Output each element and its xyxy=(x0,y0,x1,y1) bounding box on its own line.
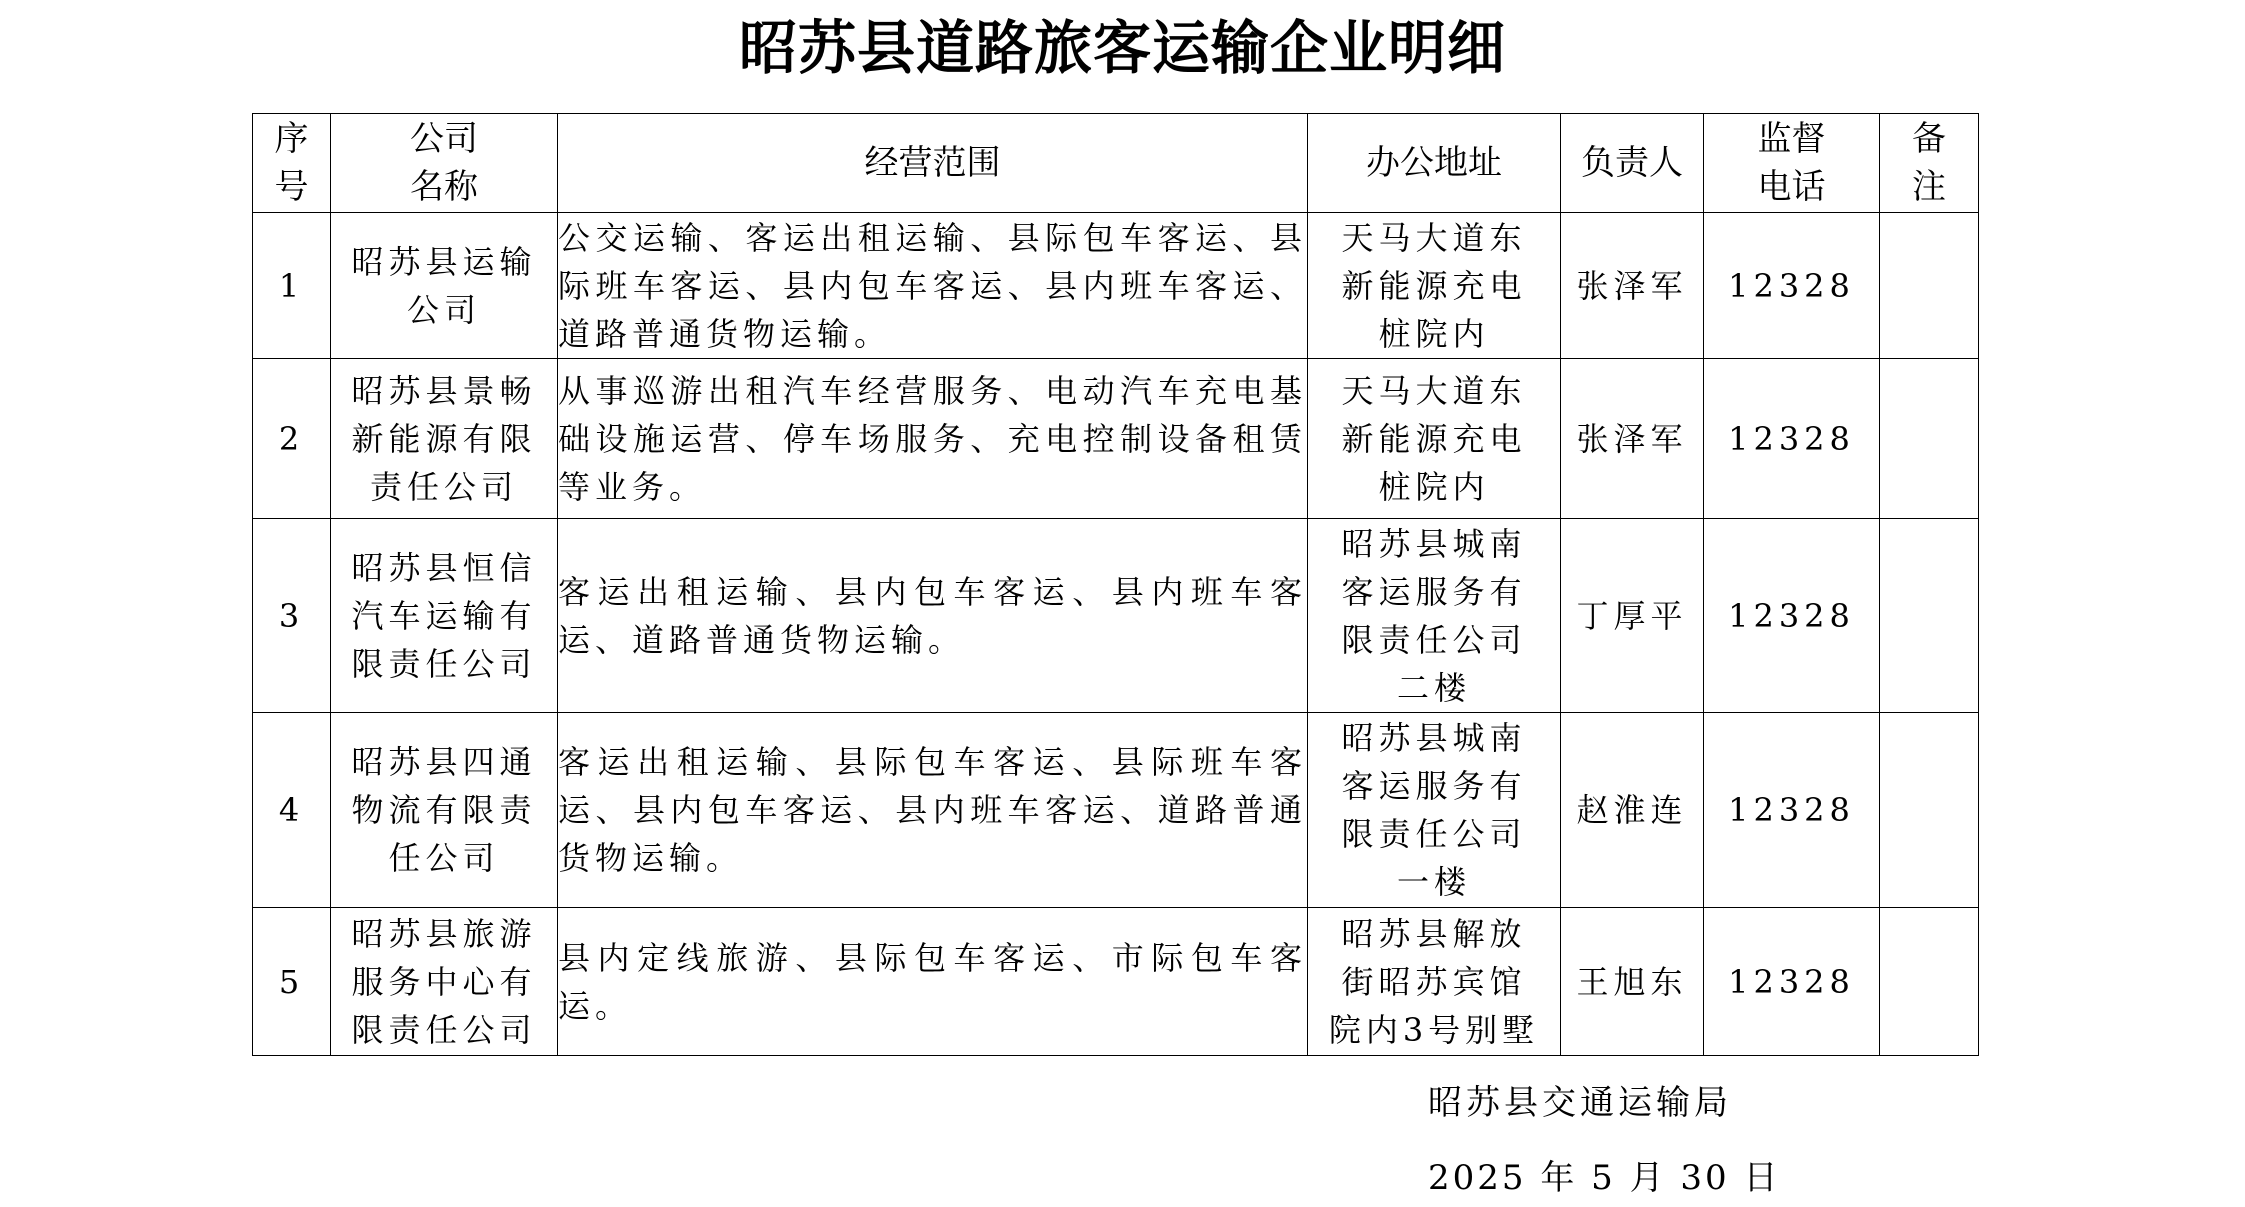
cell-person-in-charge: 张泽军 xyxy=(1561,359,1704,519)
cell-office-address xyxy=(1308,713,1561,908)
header-remark xyxy=(1880,114,1979,213)
issuing-authority: 昭苏县交通运输局 xyxy=(1428,1083,1732,1123)
cell-supervision-phone: 12328 xyxy=(1704,213,1880,359)
header-seq-line: 号 xyxy=(274,167,309,207)
company-name-line: 服务中心有 xyxy=(351,962,537,1001)
cell-supervision-phone: 12328 xyxy=(1704,908,1880,1056)
cell-office-address xyxy=(1308,519,1561,713)
page-title: 昭苏县道路旅客运输企业明细 xyxy=(738,14,1506,82)
header-business-scope-line: 经营范围 xyxy=(864,143,1001,183)
cell-company-name xyxy=(331,713,558,908)
cell-seq: 1 xyxy=(253,213,331,359)
table-row xyxy=(253,213,1979,359)
cell-business-scope: 从事巡游出租汽车经营服务、电动汽车充电基础设施运营、停车场服务、充电控制设备租赁等业务。 xyxy=(558,359,1308,519)
header-supervision-phone-line: 电话 xyxy=(1757,167,1826,207)
company-name-line: 昭苏县旅游 xyxy=(351,914,537,953)
cell-remark xyxy=(1880,713,1979,908)
header-office-address-line: 办公地址 xyxy=(1366,143,1502,183)
cell-business-scope: 公交运输、客运出租运输、县际包车客运、县际班车客运、县内包车客运、县内班车客运、道路普通货物运输。 xyxy=(558,213,1308,359)
cell-seq: 2 xyxy=(253,359,331,519)
cell-office-address xyxy=(1308,213,1561,359)
address-line: 新能源充电 xyxy=(1341,266,1527,305)
address-line: 限责任公司 xyxy=(1341,815,1527,853)
company-name-line: 公司 xyxy=(406,290,481,329)
address-line: 限责任公司 xyxy=(1341,620,1527,659)
cell-person-in-charge: 丁厚平 xyxy=(1561,519,1704,713)
issue-date: 2025 年 5 月 30 日 xyxy=(1428,1158,1781,1198)
cell-remark xyxy=(1880,359,1979,519)
address-line: 天马大道东 xyxy=(1341,371,1527,410)
cell-remark xyxy=(1880,213,1979,359)
header-seq xyxy=(253,114,331,213)
address-line: 昭苏县解放 xyxy=(1341,914,1527,953)
cell-remark xyxy=(1880,908,1979,1056)
cell-seq: 4 xyxy=(253,713,331,908)
cell-supervision-phone: 12328 xyxy=(1704,519,1880,713)
cell-business-scope: 客运出租运输、县内包车客运、县内班车客运、道路普通货物运输。 xyxy=(558,519,1308,713)
company-name-line: 限责任公司 xyxy=(351,1010,537,1049)
address-line: 一楼 xyxy=(1396,863,1471,901)
table-row xyxy=(253,908,1979,1056)
company-name-line: 任公司 xyxy=(388,839,500,877)
company-name-line: 汽车运输有 xyxy=(351,596,537,635)
cell-company-name xyxy=(331,908,558,1056)
header-seq-line: 序 xyxy=(274,119,309,159)
company-name-line: 限责任公司 xyxy=(351,644,537,683)
header-remark-line: 备 xyxy=(1912,119,1946,159)
address-line: 昭苏县城南 xyxy=(1341,524,1527,563)
company-name-line: 昭苏县四通 xyxy=(351,743,537,781)
header-person-in-charge-line: 负责人 xyxy=(1581,143,1683,183)
company-name-line: 昭苏县运输 xyxy=(351,242,537,281)
table-row xyxy=(253,713,1979,908)
cell-supervision-phone: 12328 xyxy=(1704,359,1880,519)
address-line: 桩院内 xyxy=(1378,314,1490,353)
header-company-name xyxy=(331,114,558,213)
address-line: 二楼 xyxy=(1396,668,1471,707)
cell-company-name xyxy=(331,519,558,713)
company-detail-table xyxy=(252,113,1979,1056)
header-supervision-phone xyxy=(1704,114,1880,213)
cell-seq: 5 xyxy=(253,908,331,1056)
address-line: 新能源充电 xyxy=(1341,419,1527,458)
company-name-line: 物流有限责 xyxy=(351,791,537,829)
header-company-name-line: 公司 xyxy=(410,119,478,159)
header-business-scope xyxy=(558,114,1308,213)
cell-company-name xyxy=(331,359,558,519)
header-supervision-phone-line: 监督 xyxy=(1757,119,1826,159)
header-person-in-charge xyxy=(1561,114,1704,213)
cell-person-in-charge: 张泽军 xyxy=(1561,213,1704,359)
header-office-address xyxy=(1308,114,1561,213)
cell-business-scope: 县内定线旅游、县际包车客运、市际包车客运。 xyxy=(558,908,1308,1056)
cell-company-name xyxy=(331,213,558,359)
cell-office-address xyxy=(1308,908,1561,1056)
table-row xyxy=(253,519,1979,713)
company-name-line: 昭苏县恒信 xyxy=(351,548,537,587)
cell-supervision-phone: 12328 xyxy=(1704,713,1880,908)
header-remark-line: 注 xyxy=(1912,167,1946,207)
company-name-line: 新能源有限 xyxy=(351,419,537,458)
address-line: 客运服务有 xyxy=(1341,572,1527,611)
company-name-line: 责任公司 xyxy=(369,467,518,506)
address-line: 街昭苏宾馆 xyxy=(1341,962,1527,1001)
address-line: 桩院内 xyxy=(1378,467,1490,506)
cell-seq: 3 xyxy=(253,519,331,713)
address-line: 客运服务有 xyxy=(1341,767,1527,805)
company-name-line: 昭苏县景畅 xyxy=(351,371,537,410)
header-company-name-line: 名称 xyxy=(410,167,478,207)
cell-person-in-charge: 王旭东 xyxy=(1561,908,1704,1056)
address-line: 院内3号别墅 xyxy=(1328,1010,1540,1049)
cell-remark xyxy=(1880,519,1979,713)
address-line: 天马大道东 xyxy=(1341,218,1527,257)
table-row xyxy=(253,359,1979,519)
address-line: 昭苏县城南 xyxy=(1341,719,1527,757)
cell-business-scope: 客运出租运输、县际包车客运、县际班车客运、县内包车客运、县内班车客运、道路普通货物运输。 xyxy=(558,713,1308,908)
cell-office-address xyxy=(1308,359,1561,519)
cell-person-in-charge: 赵淮连 xyxy=(1561,713,1704,908)
table-header-row xyxy=(253,114,1979,213)
